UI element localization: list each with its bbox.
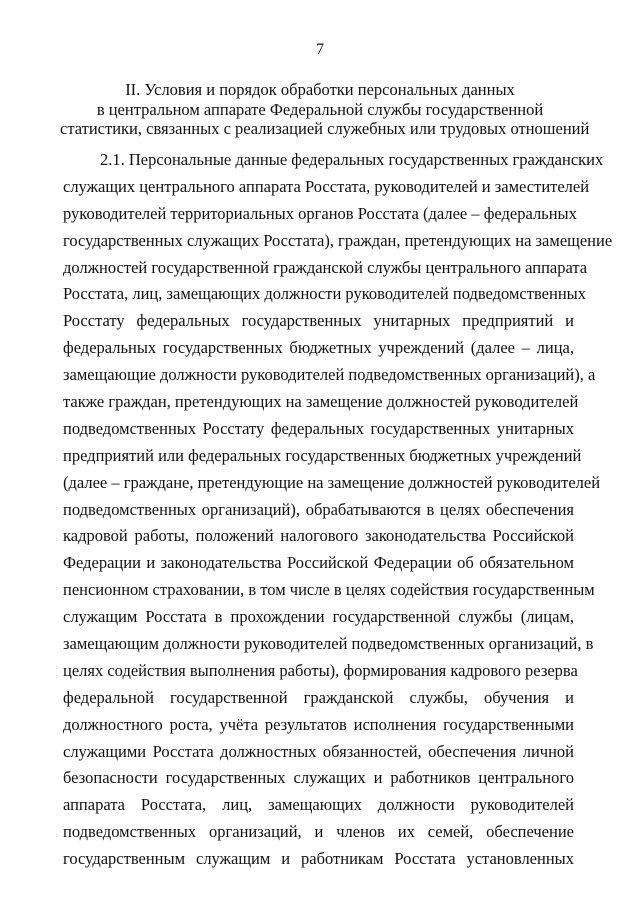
paragraph-line: подведомственных организаций), обрабатываются в целях обеспечения [63, 499, 574, 519]
paragraph-line: 2.1. Персональные данные федеральных государственных гражданских [100, 150, 604, 169]
paragraph-line: аппарата Росстата, лиц, замещающих должности руководителей [63, 795, 574, 815]
paragraph-2-1 [63, 147, 613, 873]
paragraph-line: (далее – граждане, претендующие на замещение должностей руководителей [63, 472, 601, 492]
page-number: 7 [316, 41, 324, 58]
paragraph-line: Федерации и законодательства Российской Федерации об обязательном [63, 553, 574, 573]
paragraph-line: подведомственных Росстату федеральных государственных унитарных [63, 418, 574, 438]
paragraph-line: служащих центрального аппарата Росстата, руководителей и заместителей [63, 176, 590, 196]
heading-line: статистики, связанных с реализацией служебных или трудовых отношений [60, 119, 590, 138]
paragraph-line: государственных служащих Росстата), граждан, претендующих на замещение [63, 230, 613, 250]
paragraph-line: подведомственных организаций, и членов их семей, обеспечение [63, 822, 574, 842]
paragraph-line: Росстату федеральных государственных унитарных предприятий и [63, 311, 574, 331]
paragraph-line: целях содействия выполнения работы), формирования кадрового резерва [63, 660, 578, 680]
section-heading [60, 80, 590, 139]
paragraph-line: служащим Росстата в прохождении государственной службы (лицам, [63, 607, 574, 627]
paragraph-line: должностей государственной гражданской службы центрального аппарата [63, 257, 588, 277]
paragraph-line: служащими Росстата должностных обязанностей, обеспечения личной [63, 741, 574, 761]
paragraph-line: замещающим должности руководителей подведомственных организаций, в [63, 634, 594, 654]
paragraph-line: должностного роста, учёта результатов исполнения государственными [63, 714, 574, 734]
heading-line: II. Условия и порядок обработки персональных данных [125, 80, 515, 99]
paragraph-line: безопасности государственных служащих и работников центрального [63, 768, 574, 788]
heading-line: в центральном аппарате Федеральной службы государственной [96, 99, 544, 119]
paragraph-line: Росстата, лиц, замещающих должности руководителей подведомственных [63, 284, 586, 304]
paragraph-line: федеральной государственной гражданской службы, обучения и [63, 687, 574, 707]
paragraph-line: замещающие должности руководителей подведомственных организаций), а [63, 365, 596, 385]
paragraph-line: государственным служащим и работникам Росстата установленных [63, 849, 574, 869]
paragraph-line: пенсионном страховании, в том числе в целях содействия государственным [63, 580, 595, 600]
paragraph-line: федеральных государственных бюджетных учреждений (далее – лица, [63, 338, 574, 358]
paragraph-line: кадровой работы, положений налогового законодательства Российской [63, 526, 574, 546]
paragraph-line: предприятий или федеральных государственных бюджетных учреждений [63, 445, 582, 465]
paragraph-line: руководителей территориальных органов Росстата (далее – федеральных [63, 203, 577, 223]
paragraph-line: также граждан, претендующих на замещение должностей руководителей [63, 392, 579, 412]
